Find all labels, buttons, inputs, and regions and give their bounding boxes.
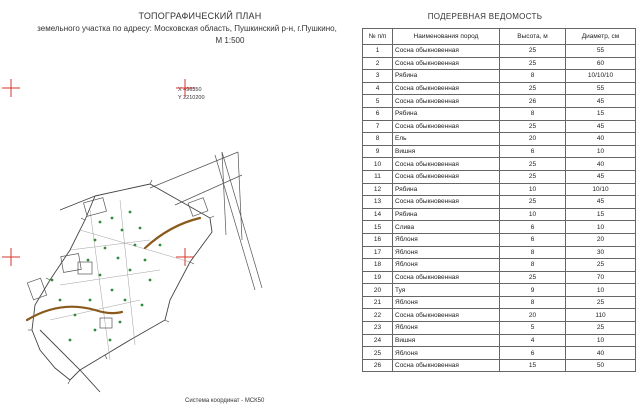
cell-species: Ель	[393, 133, 500, 146]
cell-height: 25	[500, 45, 566, 58]
table-row	[363, 107, 636, 120]
table-row	[363, 284, 636, 297]
cell-number: 15	[363, 221, 393, 234]
table-row	[363, 170, 636, 183]
cell-height: 9	[500, 284, 566, 297]
table-row	[363, 347, 636, 360]
grid-crosses	[2, 79, 194, 266]
cell-diameter: 30	[566, 246, 636, 259]
cell-height: 8	[500, 296, 566, 309]
parcel-boundary	[32, 184, 212, 392]
cell-diameter: 10	[566, 221, 636, 234]
cell-species: Рябина	[393, 70, 500, 83]
cell-number: 4	[363, 82, 393, 95]
cell-species: Сосна обыкновенная	[393, 196, 500, 209]
cell-species: Сосна обыкновенная	[393, 120, 500, 133]
grid-cross-e	[176, 248, 194, 266]
table-row	[363, 70, 636, 83]
cell-number: 3	[363, 70, 393, 83]
cell-diameter: 50	[566, 359, 636, 372]
table-row	[363, 309, 636, 322]
cell-diameter: 10	[566, 334, 636, 347]
cell-number: 26	[363, 359, 393, 372]
coord-x-label: Х 496350	[178, 87, 202, 93]
cell-species: Сосна обыкновенная	[393, 158, 500, 171]
cell-number: 5	[363, 95, 393, 108]
cell-height: 8	[500, 246, 566, 259]
cell-number: 8	[363, 133, 393, 146]
cell-number: 2	[363, 57, 393, 70]
cell-number: 20	[363, 284, 393, 297]
table-row	[363, 82, 636, 95]
cell-species: Вишня	[393, 334, 500, 347]
cell-diameter: 55	[566, 82, 636, 95]
cell-number: 22	[363, 309, 393, 322]
cell-number: 7	[363, 120, 393, 133]
cell-diameter: 40	[566, 158, 636, 171]
cell-species: Яблоня	[393, 233, 500, 246]
cell-number: 11	[363, 170, 393, 183]
cell-diameter: 25	[566, 322, 636, 335]
plan-title: ТОПОГРАФИЧЕСКИЙ ПЛАН	[138, 11, 262, 21]
cell-height: 8	[500, 259, 566, 272]
cell-number: 6	[363, 107, 393, 120]
cell-species: Рябина	[393, 183, 500, 196]
cell-height: 6	[500, 347, 566, 360]
cell-species: Сосна обыкновенная	[393, 359, 500, 372]
cell-species: Сосна обыкновенная	[393, 82, 500, 95]
cell-species: Сосна обыкновенная	[393, 170, 500, 183]
cell-number: 9	[363, 145, 393, 158]
cell-height: 15	[500, 359, 566, 372]
header-species: Наименования пород	[393, 29, 500, 45]
cell-diameter: 15	[566, 107, 636, 120]
cell-diameter: 70	[566, 271, 636, 284]
cell-number: 18	[363, 259, 393, 272]
grid-cross-ne	[176, 79, 194, 97]
protection-zone-lines	[27, 218, 200, 320]
cell-height: 20	[500, 309, 566, 322]
table-row	[363, 196, 636, 209]
table-row	[363, 57, 636, 70]
coord-system-note: Система координат - МСК50	[185, 398, 265, 404]
cell-height: 10	[500, 208, 566, 221]
cell-height: 4	[500, 334, 566, 347]
cell-species: Яблоня	[393, 259, 500, 272]
cell-diameter: 40	[566, 133, 636, 146]
road-strip	[150, 152, 262, 290]
cell-species: Рябина	[393, 208, 500, 221]
header-diameter: Диаметр, см	[566, 29, 636, 45]
cell-height: 10	[500, 183, 566, 196]
table-row	[363, 271, 636, 284]
cell-species: Яблоня	[393, 347, 500, 360]
cell-species: Сосна обыкновенная	[393, 57, 500, 70]
cell-species: Яблоня	[393, 246, 500, 259]
cell-height: 26	[500, 95, 566, 108]
tree-inventory-table	[362, 28, 636, 372]
grid-cross-w	[2, 248, 20, 266]
cell-diameter: 25	[566, 259, 636, 272]
table-row	[363, 259, 636, 272]
cell-diameter: 15	[566, 208, 636, 221]
table-row	[363, 183, 636, 196]
table-row	[363, 221, 636, 234]
table-row	[363, 145, 636, 158]
cell-number: 10	[363, 158, 393, 171]
cell-species: Яблоня	[393, 322, 500, 335]
cell-number: 13	[363, 196, 393, 209]
table-row	[363, 120, 636, 133]
table-row	[363, 334, 636, 347]
cell-height: 25	[500, 158, 566, 171]
cell-diameter: 45	[566, 95, 636, 108]
cell-number: 16	[363, 233, 393, 246]
cell-height: 6	[500, 221, 566, 234]
cell-number: 12	[363, 183, 393, 196]
cell-species: Вишня	[393, 145, 500, 158]
cell-diameter: 45	[566, 170, 636, 183]
cell-number: 17	[363, 246, 393, 259]
cell-diameter: 25	[566, 296, 636, 309]
cell-species: Сосна обыкновенная	[393, 95, 500, 108]
cell-height: 25	[500, 170, 566, 183]
cell-diameter: 45	[566, 120, 636, 133]
cell-diameter: 45	[566, 196, 636, 209]
cell-diameter: 20	[566, 233, 636, 246]
table-row	[363, 95, 636, 108]
cell-diameter: 10	[566, 284, 636, 297]
cell-number: 23	[363, 322, 393, 335]
coord-y-label: Y 2210200	[178, 95, 205, 101]
cell-height: 25	[500, 196, 566, 209]
table-body	[363, 45, 636, 372]
cell-height: 20	[500, 133, 566, 146]
cell-diameter: 60	[566, 57, 636, 70]
table-row	[363, 246, 636, 259]
table-row	[363, 296, 636, 309]
cell-diameter: 10	[566, 145, 636, 158]
cell-species: Туя	[393, 284, 500, 297]
cell-number: 14	[363, 208, 393, 221]
table-title: ПОДЕРЕВНАЯ ВЕДОМОСТЬ	[427, 12, 543, 21]
cell-number: 25	[363, 347, 393, 360]
cell-height: 8	[500, 70, 566, 83]
table-row	[363, 45, 636, 58]
table-row	[363, 233, 636, 246]
header-height: Высота, м	[500, 29, 566, 45]
cell-height: 5	[500, 322, 566, 335]
cell-species: Сосна обыкновенная	[393, 309, 500, 322]
cell-diameter: 110	[566, 309, 636, 322]
cell-height: 25	[500, 57, 566, 70]
survey-lines	[50, 200, 190, 360]
table-row	[363, 359, 636, 372]
cell-species: Яблоня	[393, 296, 500, 309]
grid-cross-nw	[2, 79, 20, 97]
table-row	[363, 208, 636, 221]
cell-diameter: 55	[566, 45, 636, 58]
cell-height: 6	[500, 145, 566, 158]
cell-height: 8	[500, 107, 566, 120]
table-row	[363, 322, 636, 335]
cell-diameter: 10/10/10	[566, 70, 636, 83]
cell-species: Сосна обыкновенная	[393, 271, 500, 284]
cell-height: 25	[500, 120, 566, 133]
cell-species: Рябина	[393, 107, 500, 120]
table-row	[363, 133, 636, 146]
table-row	[363, 158, 636, 171]
plan-subtitle: земельного участка по адресу: Московская область, Пушкинский р-н, г.Пушкино,	[37, 24, 337, 33]
cell-diameter: 40	[566, 347, 636, 360]
header-number: № п/п	[363, 29, 393, 45]
cell-height: 6	[500, 233, 566, 246]
plan-scale: М 1:500	[215, 36, 245, 45]
cell-number: 1	[363, 45, 393, 58]
cell-number: 21	[363, 296, 393, 309]
cell-height: 25	[500, 82, 566, 95]
cell-number: 24	[363, 334, 393, 347]
tree-markers	[51, 211, 162, 342]
cell-diameter: 10/10	[566, 183, 636, 196]
table-header-row	[363, 29, 636, 45]
cell-height: 25	[500, 271, 566, 284]
cell-species: Слива	[393, 221, 500, 234]
cell-number: 19	[363, 271, 393, 284]
cell-species: Сосна обыкновенная	[393, 45, 500, 58]
